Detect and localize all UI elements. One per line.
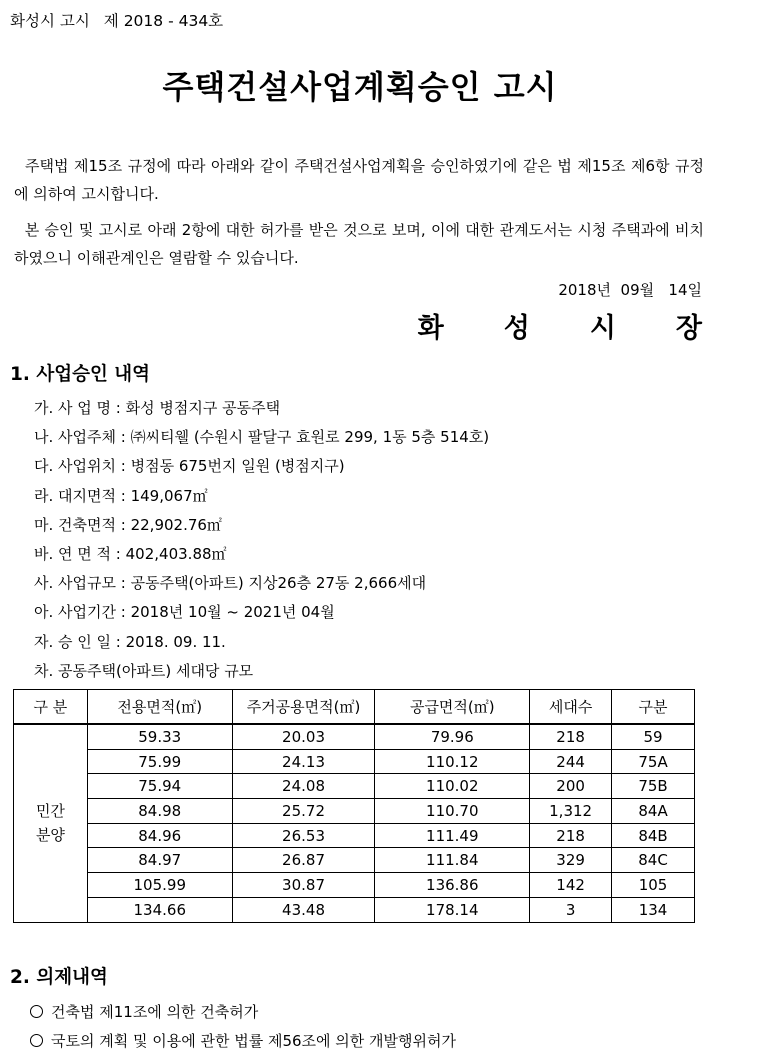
category-cell: 민간 분양 [14,724,88,922]
table-cell: 43.48 [232,897,375,922]
intro-paragraph-2-text: 본 승인 및 고시로 아래 2항에 대한 허가를 받은 것으로 보며, 이에 대한 관계도서는 시청 주택과에 비치하였으니 이해관계인은 열람할 수 있습니다. [14,221,704,267]
table-cell: 59 [612,724,695,749]
table-cell: 84.97 [87,848,232,873]
list-item: 건축법 제11조에 의한 건축허가 [30,998,710,1027]
table-cell: 26.53 [232,823,375,848]
table-row [14,724,695,749]
list-item: 라. 대지면적 : 149,067㎡ [34,486,208,505]
table-cell: 79.96 [375,724,530,749]
table-row [14,774,695,799]
table-cell: 20.03 [232,724,375,749]
table-cell: 200 [530,774,612,799]
table-cell: 75.94 [87,774,232,799]
intro-paragraph-2 [14,216,704,272]
list-item: 아. 사업기간 : 2018년 10월 ~ 2021년 04월 [34,603,335,622]
table-cell: 110.70 [375,799,530,824]
list-item: 가. 사 업 명 : 화성 병점지구 공동주택 [34,399,281,417]
section-2-heading: 2. 의제내역 [10,967,108,988]
table-cell: 134 [612,897,695,922]
list-item: 다. 사업위치 : 병점동 675번지 일원 (병점지구) [34,457,345,476]
table-cell: 111.84 [375,848,530,873]
header-common-area: 주거공용면적(㎡) [232,690,375,725]
list-item: 나. 사업주체 : ㈜씨티웰 (수원시 팔달구 효원로 299, 1동 5층 514호) [34,428,490,447]
table-cell: 84B [612,823,695,848]
table-cell: 84.98 [87,799,232,824]
table-cell: 218 [530,724,612,749]
notice-issuer: 화성시 고시 [10,12,90,30]
table-cell: 178.14 [375,897,530,922]
table-cell: 1,312 [530,799,612,824]
table-row [14,873,695,898]
table-cell: 105.99 [87,873,232,898]
header-households: 세대수 [530,690,612,725]
table-cell: 30.87 [232,873,375,898]
notice-number [10,9,223,31]
table-cell: 218 [530,823,612,848]
table-cell: 105 [612,873,695,898]
table-cell: 111.49 [375,823,530,848]
list-item: 사. 사업규모 : 공동주택(아파트) 지상26층 27동 2,666세대 [34,574,427,593]
table-cell: 75A [612,749,695,774]
table-row [14,749,695,774]
table-row [14,823,695,848]
table-cell: 75.99 [87,749,232,774]
list-item: 자. 승 인 일 : 2018. 09. 11. [34,632,226,651]
table-header-row [14,690,695,725]
approval-details-list [34,394,694,686]
intro-paragraph-1-text: 주택법 제15조 규정에 따라 아래와 같이 주택건설사업계획을 승인하였기에 같은 법 제15조 제6항 규정에 의하여 고시합니다. [14,157,704,203]
list-item: 마. 건축면적 : 22,902.76㎡ [34,515,222,534]
table-cell: 75B [612,774,695,799]
unit-size-table [13,689,695,923]
table-cell: 142 [530,873,612,898]
list-item: 바. 연 면 적 : 402,403.88㎡ [34,544,227,563]
table-cell: 25.72 [232,799,375,824]
notice-serial: 제 2018 - 434호 [103,12,224,30]
notice-date: 2018년 09월 14일 [558,281,702,299]
circle-bullet-icon [30,1005,43,1018]
page-title: 주택건설사업계획승인 고시 [162,68,558,106]
list-item: 국토의 계획 및 이용에 관한 법률 제56조에 의한 개발행위허가 [30,1027,710,1056]
table-row [14,799,695,824]
table-cell: 110.12 [375,749,530,774]
table-cell: 134.66 [87,897,232,922]
table-row [14,897,695,922]
intro-paragraph-1 [14,152,704,208]
circle-bullet-icon [30,1034,43,1047]
header-supply-area: 공급면적(㎡) [375,690,530,725]
table-cell: 84C [612,848,695,873]
table-cell: 24.08 [232,774,375,799]
table-cell: 3 [530,897,612,922]
table-row [14,848,695,873]
section-1-heading: 1. 사업승인 내역 [10,364,151,385]
table-cell: 110.02 [375,774,530,799]
deemed-permits-list [30,998,710,1056]
header-exclusive-area: 전용면적(㎡) [87,690,232,725]
list-item: 차. 공동주택(아파트) 세대당 규모 [34,661,254,680]
table-cell: 26.87 [232,848,375,873]
table-cell: 329 [530,848,612,873]
table-cell: 59.33 [87,724,232,749]
header-type: 구분 [612,690,695,725]
table-cell: 84.96 [87,823,232,848]
table-cell: 24.13 [232,749,375,774]
table-cell: 136.86 [375,873,530,898]
table-cell: 84A [612,799,695,824]
signer-name: 화성시장 [417,313,762,344]
header-category: 구 분 [14,690,88,725]
table-cell: 244 [530,749,612,774]
